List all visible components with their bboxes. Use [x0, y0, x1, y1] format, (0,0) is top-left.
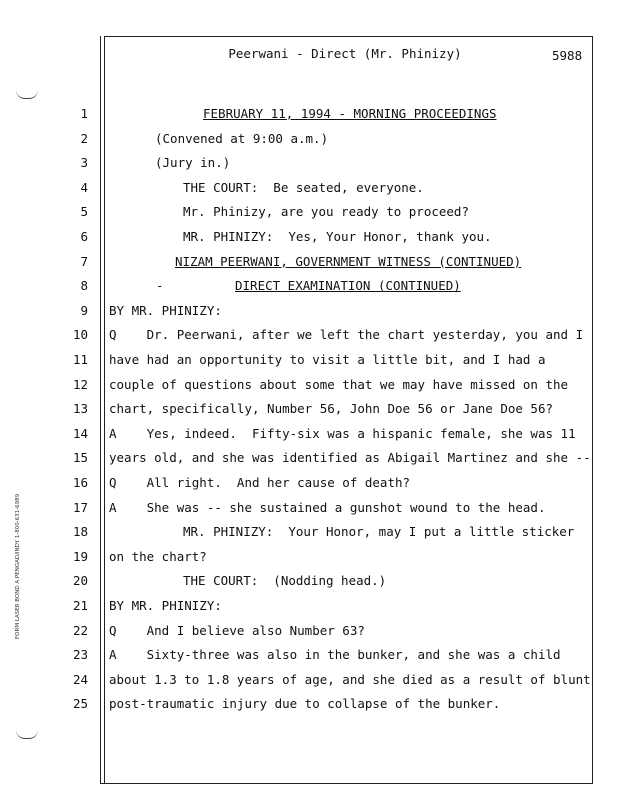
top-rule: [104, 36, 593, 37]
transcript-line: DIRECT EXAMINATION (CONTINUED): [235, 278, 461, 294]
transcript-line: Q Dr. Peerwani, after we left the chart yesterday, you and I: [109, 327, 584, 343]
transcript-line: years old, and she was identified as Abigail Martinez and she --: [109, 450, 591, 466]
line-number: 13: [72, 401, 88, 417]
transcript-line: MR. PHINIZY: Yes, Your Honor, thank you.: [183, 229, 492, 244]
line-number: 11: [72, 352, 88, 367]
line-number: 5: [80, 204, 88, 220]
transcript-line: (Convened at 9:00 a.m.): [155, 130, 329, 146]
transcript-line: BY MR. PHINIZY:: [109, 598, 222, 613]
hole-punch-mark: [16, 90, 38, 99]
line-number: 21: [72, 598, 88, 613]
line-number: 6: [80, 229, 88, 244]
line-number: 3: [80, 155, 88, 171]
transcript-line: Mr. Phinizy, are you ready to proceed?: [183, 204, 469, 220]
transcript-line: couple of questions about some that we may have missed on the: [109, 376, 569, 392]
line-number: 4: [80, 179, 88, 195]
transcript-line: A She was -- she sustained a gunshot wound to the head.: [109, 499, 546, 515]
line-number: 23: [72, 647, 88, 663]
transcript-line: FEBRUARY 11, 1994 - MORNING PROCEEDINGS: [203, 106, 497, 121]
line-number: 1: [80, 106, 88, 121]
transcript-line: A Sixty-three was also in the bunker, and she was a child: [109, 647, 561, 663]
line-number: 19: [72, 548, 88, 564]
line-number: 16: [72, 475, 88, 490]
left-margin-rule-inner: [100, 36, 101, 784]
line-number: 25: [72, 696, 88, 712]
line-number: 14: [72, 425, 88, 441]
transcript-line: have had an opportunity to visit a little bit, and I had a: [109, 352, 546, 367]
line-number: 8: [80, 278, 88, 294]
line-number: 22: [72, 622, 88, 638]
page-header: Peerwani - Direct (Mr. Phinizy): [228, 46, 462, 61]
transcript-line: A Yes, indeed. Fifty-six was a hispanic female, she was 11: [109, 425, 576, 441]
bottom-rule: [100, 783, 593, 784]
stray-mark: -: [156, 278, 164, 294]
left-margin-rule: [104, 36, 105, 784]
transcript-line: BY MR. PHINIZY:: [109, 302, 222, 318]
line-number: 15: [72, 450, 88, 466]
transcript-line: NIZAM PEERWANI, GOVERNMENT WITNESS (CONTINUED): [175, 253, 522, 269]
hole-punch-mark: [16, 730, 38, 739]
transcript-line: Q All right. And her cause of death?: [109, 475, 411, 490]
page-number: 5988: [552, 48, 583, 63]
line-number: 12: [72, 376, 88, 392]
line-number: 10: [72, 327, 88, 343]
line-number: 20: [72, 573, 88, 589]
line-number: 7: [80, 253, 88, 269]
transcript-line: chart, specifically, Number 56, John Doe 56 or Jane Doe 56?: [109, 401, 554, 417]
line-number: 24: [72, 671, 88, 687]
transcript-line: THE COURT: Be seated, everyone.: [183, 179, 424, 195]
right-margin-rule: [592, 36, 593, 784]
line-number: 9: [80, 302, 88, 318]
transcript-line: post-traumatic injury due to collapse of the bunker.: [109, 696, 501, 712]
line-number: 2: [80, 130, 88, 146]
margin-form-note: FORM LASER BOND A PENGAD/INDY 1-800-631-6989: [15, 493, 21, 639]
transcript-line: about 1.3 to 1.8 years of age, and she died as a result of blunt: [109, 671, 591, 687]
line-number: 18: [72, 524, 88, 540]
line-number: 17: [72, 499, 88, 515]
transcript-line: MR. PHINIZY: Your Honor, may I put a little sticker: [183, 524, 575, 540]
transcript-line: on the chart?: [109, 548, 207, 564]
transcript-line: Q And I believe also Number 63?: [109, 622, 365, 638]
transcript-line: (Jury in.): [155, 155, 231, 171]
transcript-line: THE COURT: (Nodding head.): [183, 573, 387, 589]
